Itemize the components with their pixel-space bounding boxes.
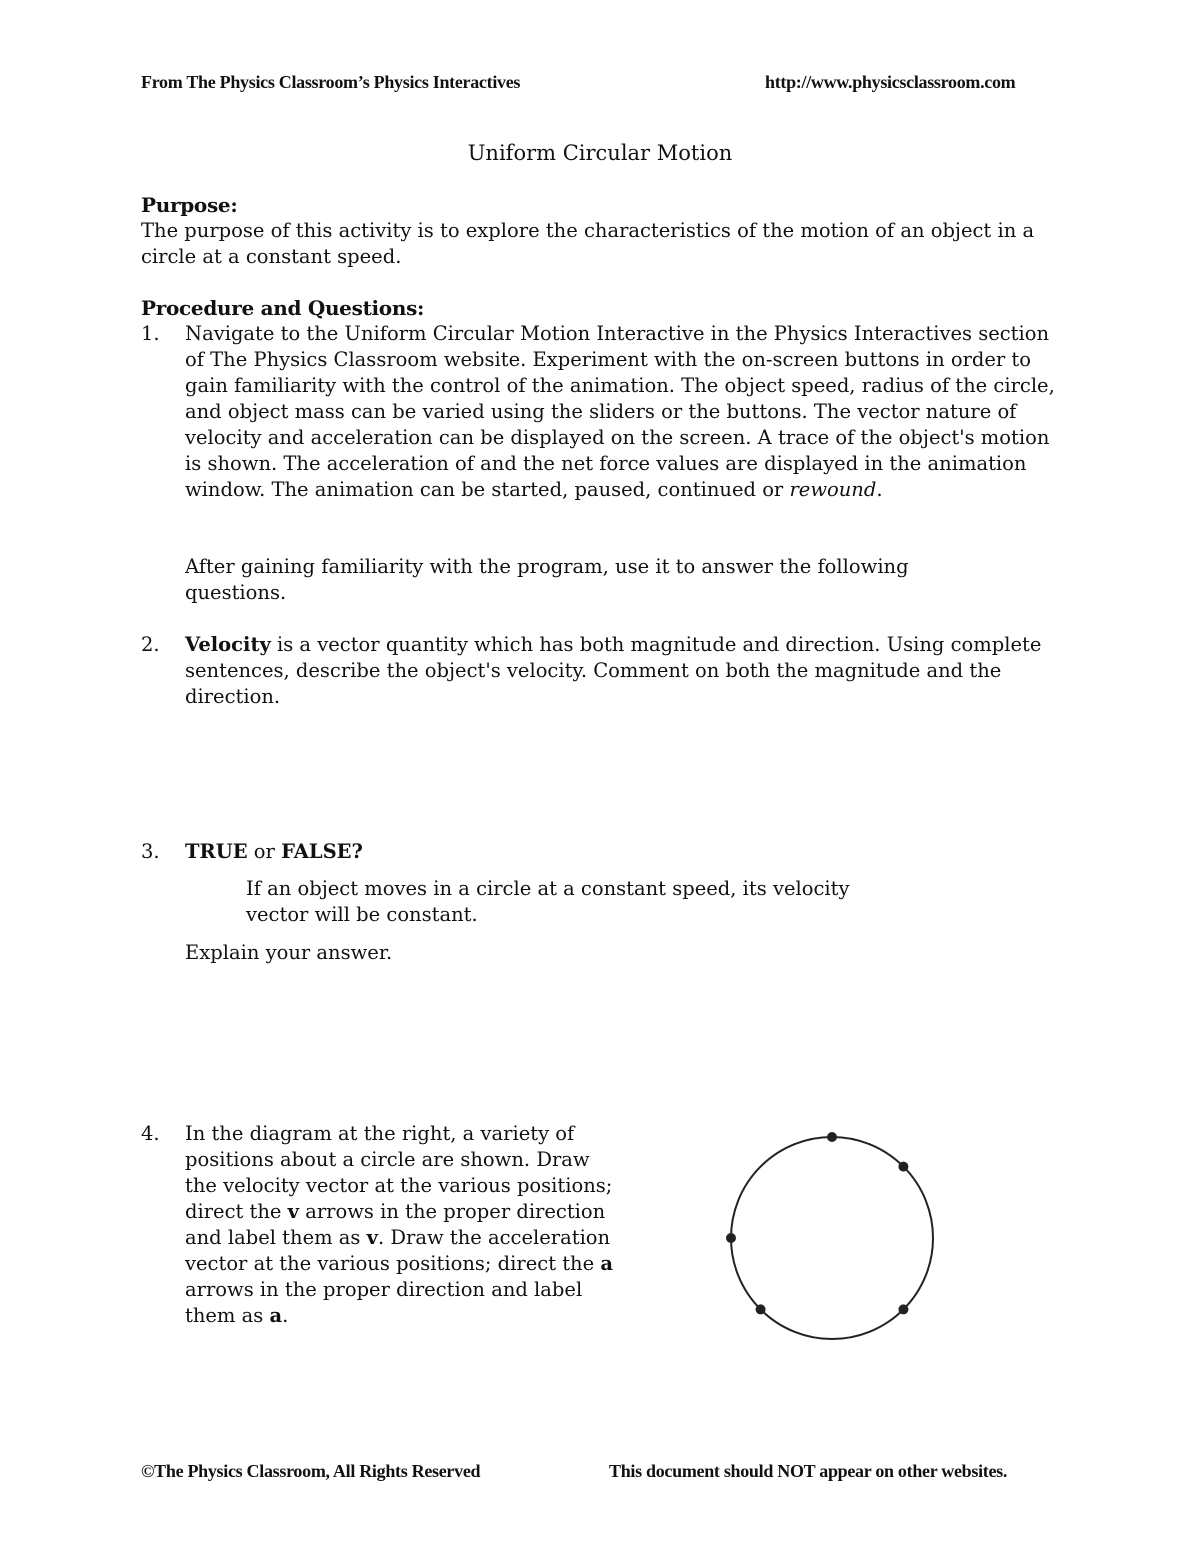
- q4-v-label: v: [366, 1226, 378, 1249]
- q4-text: [185, 1121, 615, 1329]
- q3-number: 3.: [141, 840, 160, 863]
- q1-end: .: [876, 478, 883, 501]
- q3-prompt: [185, 839, 363, 865]
- q2-bold-term: Velocity: [185, 633, 271, 656]
- position-dot-4: [756, 1304, 766, 1314]
- q4-a-symbol: a: [600, 1252, 613, 1275]
- q3-explain: Explain your answer.: [185, 941, 393, 964]
- q1-after-text: After gaining familiarity with the program, use it to answer the following questions.: [185, 555, 909, 604]
- footer-copyright: ©The Physics Classroom, All Rights Reserved: [141, 1461, 481, 1481]
- q1-body: Navigate to the Uniform Circular Motion Interactive in the Physics Interactives section of The Physics Classroom website. Experiment with the on-screen buttons in order to gain familiarity with the control of the animation. The object speed, radius of the circle, and object mass can be varied using the sliders or the buttons. The vector nature of velocity and acceleration can be displayed on the screen. A trace of the object's motion is shown. The acceleration of and the net force values are displayed in the animation window. The animation can be started, paused, continued or: [185, 322, 1055, 501]
- circle-positions-diagram: [720, 1128, 944, 1350]
- q1-text: [185, 321, 1055, 503]
- procedure-heading: Procedure and Questions:: [141, 296, 425, 320]
- q2-number: 2.: [141, 633, 160, 656]
- position-dot-5: [898, 1304, 908, 1314]
- q3-or: or: [247, 840, 282, 863]
- q4-text-part4: arrows in the proper direction and label them as: [185, 1278, 583, 1327]
- q2-text: [185, 632, 1055, 710]
- purpose-text: The purpose of this activity is to explore the characteristics of the motion of an object in a circle at a constant speed.: [141, 219, 1035, 268]
- q4-text-part2: arrows in the proper direction and label them as: [185, 1200, 606, 1249]
- q4-v-symbol: v: [287, 1200, 300, 1223]
- q2-body: is a vector quantity which has both magnitude and direction. Using complete sentences, describe the object's velocity. Comment on both the magnitude and the direction.: [185, 633, 1042, 708]
- position-dot-2: [898, 1162, 908, 1172]
- q4-text-part1: In the diagram at the right, a variety of positions about a circle are shown. Draw the velocity vector at the various positions; direct the: [185, 1122, 613, 1223]
- q4-text-part3: . Draw the acceleration vector at the various positions; direct the: [185, 1226, 611, 1275]
- q1-number: 1.: [141, 322, 160, 345]
- position-dot-3: [726, 1233, 736, 1243]
- q4-text-part5: .: [282, 1304, 289, 1327]
- q4-a-label: a: [269, 1304, 283, 1327]
- q1-emphasis: rewound: [789, 478, 877, 501]
- footer-notice: This document should NOT appear on other websites.: [609, 1461, 1008, 1481]
- header-url: http://www.physicsclassroom.com: [765, 72, 1016, 92]
- q3-statement: If an object moves in a circle at a constant speed, its velocity vector will be constant.: [246, 877, 850, 926]
- page-title: Uniform Circular Motion: [467, 141, 733, 165]
- q3-false: FALSE?: [281, 840, 363, 863]
- purpose-heading: Purpose:: [141, 193, 238, 217]
- diagram-dots: [726, 1132, 908, 1314]
- header-left: From The Physics Classroom’s Physics Interactives: [141, 72, 521, 92]
- position-dot-1: [827, 1132, 837, 1142]
- q4-number: 4.: [141, 1122, 160, 1145]
- q3-true: TRUE: [185, 840, 248, 863]
